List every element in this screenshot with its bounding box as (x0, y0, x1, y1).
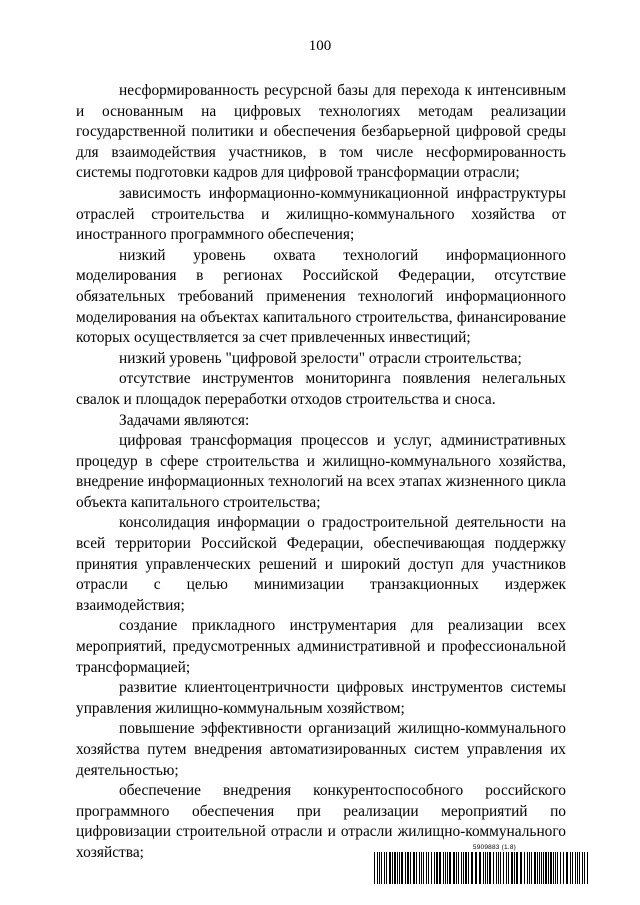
paragraph: развитие клиентоцентричности цифровых инструментов системы управления жилищно-коммунальным хозяйством; (76, 679, 566, 717)
paragraph: Задачами являются: (119, 411, 250, 429)
paragraph: создание прикладного инструментария для реализации всех мероприятий, предусмотренных административной и профессиональной трансформацией; (76, 617, 566, 676)
paragraph: низкий уровень охвата технологий информационного моделирования в регионах Российской Федерации, отсутствие обязательных требований применения технологий информационного моделирования на объектах капитального строительства, финансирование которых осуществляется за счет привлеченных инвестиций; (76, 246, 566, 347)
page-number: 100 (308, 38, 332, 54)
barcode-image (374, 852, 588, 884)
paragraph: повышение эффективности организаций жилищно-коммунального хозяйства путем внедрения автоматизированных систем управления их деятельностью; (76, 720, 566, 779)
barcode-block (374, 844, 588, 884)
paragraph: цифровая трансформация процессов и услуг, административных процедур в сфере строительства и жилищно-коммунального хозяйства, внедрение информационных технологий на всех этапах жизненного цикла объекта капитального строительства; (76, 432, 566, 511)
barcode-label: 5909883 (1.8) (472, 844, 516, 851)
paragraph: отсутствие инструментов мониторинга появления нелегальных свалок и площадок переработки отходов строительства и сноса. (76, 370, 566, 408)
paragraph: консолидация информации о градостроительной деятельности на всей территории Российской Федерации, обеспечивающая поддержку принятия управленческих решений и широкий доступ для участников отрасли с целью минимизации транзакционных издержек взаимодействия; (76, 514, 566, 614)
paragraph: несформированность ресурсной базы для перехода к интенсивным и основанным на цифровых технологиях методам реализации государственной политики и обеспечения безбарьерной цифровой среды для взаимодействия участников, в том числе несформированность системы подготовки кадров для цифровой трансформации отрасли; (76, 82, 566, 182)
paragraph: обеспечение внедрения конкурентоспособного российского программного обеспечения при реализации мероприятий по цифровизации строительной отрасли и отрасли жилищно-коммунального хозяйства; (76, 782, 566, 861)
paragraph: низкий уровень "цифровой зрелости" отрасли строительства; (119, 349, 522, 367)
paragraph: зависимость информационно-коммуникационной инфраструктуры отраслей строительства и жилищно-коммунального хозяйства от иностранного программного обеспечения; (76, 184, 566, 244)
document-body (76, 81, 566, 864)
